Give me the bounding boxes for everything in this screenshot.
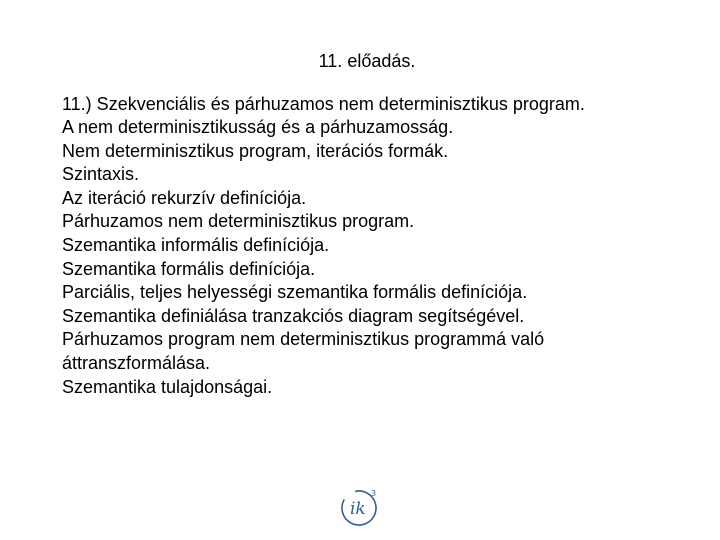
slide-title: 11. előadás. bbox=[318, 51, 416, 71]
topic-item: Szemantika tulajdonságai. bbox=[62, 376, 273, 397]
topic-item: Párhuzamos program nem determinisztikus programmá való áttranszformálása. bbox=[62, 329, 545, 373]
topic-item: Szemantika informális definíciója. bbox=[62, 234, 330, 255]
topic-item: Nem determinisztikus program, iterációs formák. bbox=[62, 140, 449, 161]
topic-list bbox=[62, 116, 662, 399]
topic-item: Szintaxis. bbox=[62, 164, 140, 185]
logo-text: ik bbox=[350, 499, 366, 519]
topic-item: Szemantika formális definíciója. bbox=[62, 258, 316, 279]
topic-item: Párhuzamos nem determinisztikus program. bbox=[62, 211, 415, 232]
slide-content bbox=[62, 95, 662, 399]
logo-superscript: 3 bbox=[371, 489, 377, 498]
topic-item: Szemantika definiálása tranzakciós diagram segítségével. bbox=[62, 305, 525, 326]
topic-item: Az iteráció rekurzív definíciója. bbox=[62, 187, 307, 208]
ik-logo-icon bbox=[338, 484, 384, 530]
lecture-heading: 11.) Szekvenciális és párhuzamos nem determinisztikus program. bbox=[62, 94, 585, 114]
topic-item: A nem determinisztikusság és a párhuzamosság. bbox=[62, 117, 454, 137]
topic-item: Parciális, teljes helyességi szemantika formális definíciója. bbox=[62, 282, 528, 303]
